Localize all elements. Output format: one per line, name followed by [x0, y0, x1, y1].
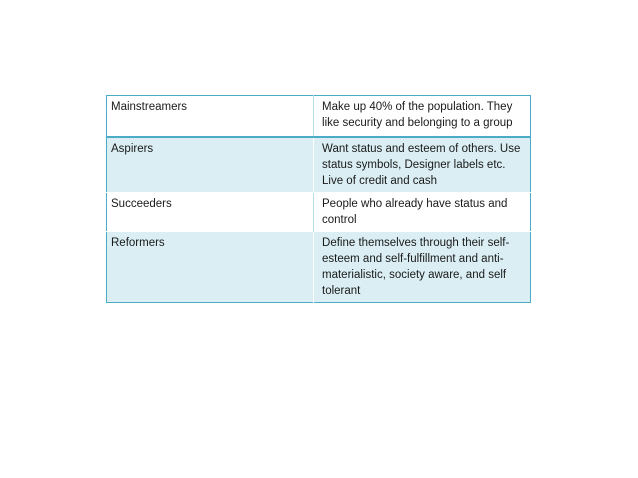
segment-description: Make up 40% of the population. They like security and belonging to a group: [322, 101, 513, 129]
segment-description: Want status and esteem of others. Use status symbols, Designer labels etc. Live of credit and cash: [322, 143, 521, 187]
segment-name: Aspirers: [107, 137, 314, 193]
segments-table: [106, 95, 531, 303]
table-row: [107, 137, 531, 193]
table-row: [107, 193, 531, 232]
segment-name: Mainstreamers: [107, 96, 314, 138]
segment-description: Define themselves through their self-esteem and self-fulfillment and anti-materialistic, society aware, and self tolerant: [322, 237, 510, 297]
segment-name: Reformers: [107, 232, 314, 303]
table-row: [107, 232, 531, 303]
segment-name: Succeeders: [107, 193, 314, 232]
table-row: [107, 96, 531, 138]
segment-description: People who already have status and control: [322, 198, 508, 226]
